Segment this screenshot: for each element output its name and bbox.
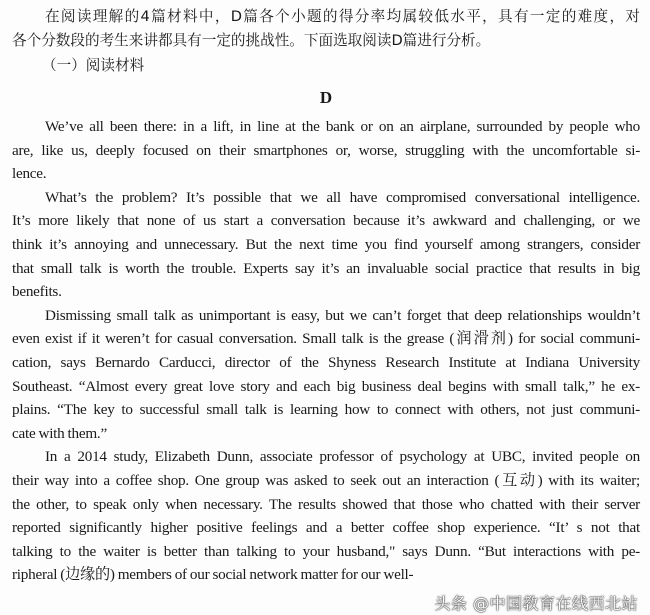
passage-paragraph — [12, 304, 640, 446]
passage-line: think it’s annoying and unnecessary. But the next time you find yourself among strangers, consider — [12, 235, 640, 253]
passage-line: benefits. — [12, 283, 62, 301]
passage-line: reported significantly higher positive feelings and a better coffee shop experience. “It’ s not that — [12, 519, 640, 537]
passage-line: talking to the waiter is better than talking to your husband," says Dunn. “But interactions with pe- — [12, 542, 640, 560]
section-heading: （一）阅读材料 — [42, 57, 145, 74]
passage-paragraph — [12, 445, 640, 587]
passage-line: are, like us, deeply focused on their smartphones or, worse, struggling with the uncomfortable si- — [12, 141, 640, 159]
passage-line: cation, says Bernardo Carducci, director of the Shyness Research Institute at Indiana University — [12, 353, 640, 371]
passage-line: their way into a coffee shop. One group was asked to seek out an interaction (互动) with its waiter; — [12, 471, 640, 489]
passage-line: It’s more likely that none of us start a conversation because it’s awkward and challenging, or we — [12, 212, 640, 230]
passage-line: Dismissing small talk as unimportant is easy, but we can’t forget that deep relationships wouldn’t — [45, 306, 640, 324]
passage-paragraph — [12, 186, 640, 304]
passage-paragraph — [12, 115, 640, 186]
passage-line: What’s the problem? It’s possible that we all have compromised conversational intelligence. — [45, 188, 640, 206]
passage-line: In a 2014 study, Elizabeth Dunn, associate professor of psychology at UBC, invited people on — [45, 448, 640, 466]
passage-line: Southeast. “Almost every great love story and each big business deal begins with small talk,” he ex- — [12, 377, 640, 395]
passage-line: even exist if it weren’t for casual conversation. Small talk is the grease (润滑剂) for social communi- — [12, 330, 640, 348]
watermark: 头条 @中国教育在线西北站 — [434, 594, 638, 613]
passage-line: We’ve all been there: in a lift, in line at the bank or on an airplane, surrounded by people who — [45, 118, 640, 135]
passage-line: cate with them.” — [12, 424, 107, 442]
passage-line: plains. “The key to successful small talk is learning how to connect with others, not just communi- — [12, 401, 640, 419]
intro-paragraph — [12, 5, 640, 53]
passage-line: that small talk is worth the trouble. Experts say it’s an invaluable social practice that results in big — [12, 259, 640, 277]
passage-line: lence. — [12, 165, 47, 183]
passage-line: the other, to speak only when necessary. The results showed that those who chatted with their server — [12, 495, 640, 513]
passage-title: D — [319, 88, 333, 107]
passage-line: ripheral (边缘的) members of our social network matter for our well- — [12, 566, 414, 584]
intro-line: 在阅读理解的4篇材料中，D篇各个小题的得分率均属较低水平，具有一定的难度，对 — [45, 8, 640, 25]
document-page — [12, 5, 640, 587]
intro-line: 各个分数段的考生来讲都具有一定的挑战性。下面选取阅读D篇进行分析。 — [12, 32, 491, 49]
passage-body — [12, 115, 640, 587]
